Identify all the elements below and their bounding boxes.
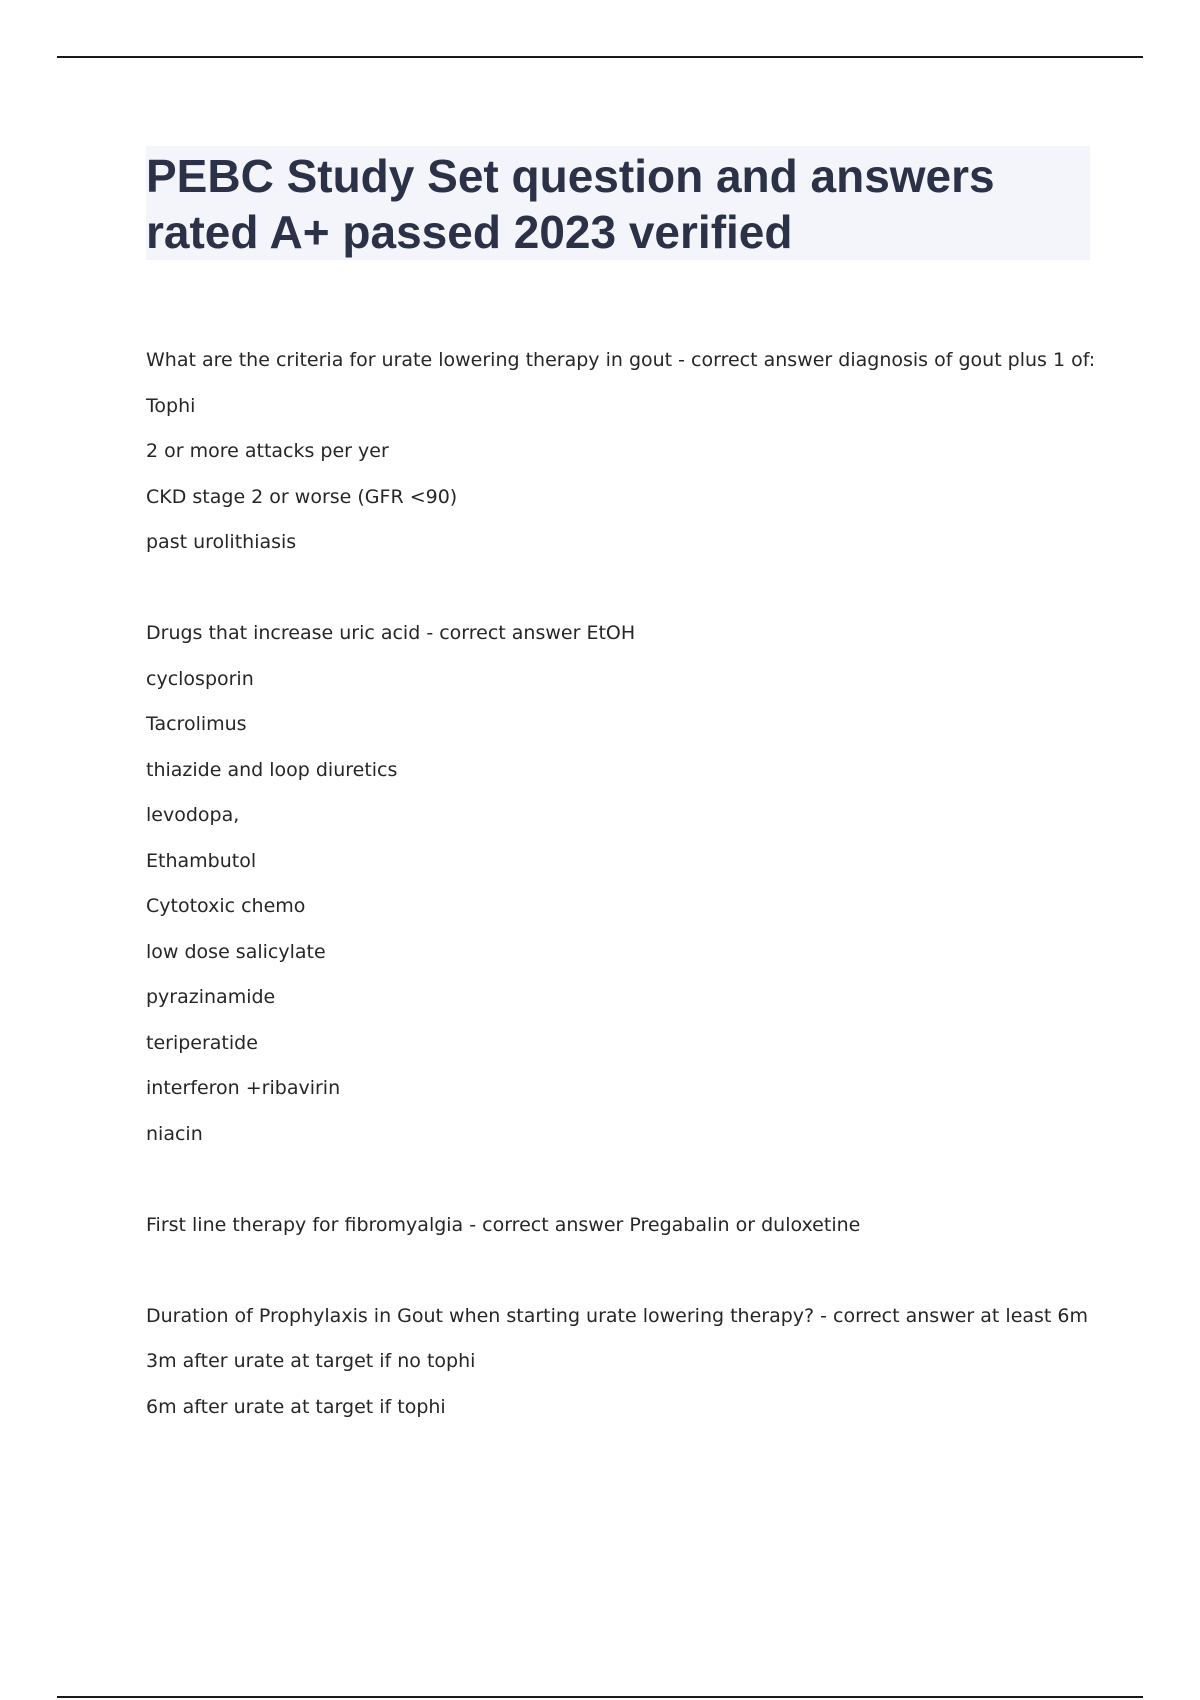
section-spacer bbox=[146, 1252, 1106, 1298]
answer-line: Ethambutol bbox=[146, 849, 257, 872]
answer-line: low dose salicylate bbox=[146, 940, 326, 963]
answer-line: niacin bbox=[146, 1122, 203, 1145]
answer-line: Tacrolimus bbox=[146, 713, 247, 735]
section-spacer bbox=[146, 570, 1106, 616]
footer-rule bbox=[57, 1696, 1143, 1698]
answer-line: 3m after urate at target if no tophi bbox=[146, 1350, 476, 1372]
question-line: Duration of Prophylaxis in Gout when starting urate lowering therapy? - correct answer at least 6m bbox=[146, 1304, 1089, 1327]
answer-line: pyrazinamide bbox=[146, 986, 276, 1008]
qa-group-fibromyalgia bbox=[146, 1207, 1106, 1253]
answer-line: cyclosporin bbox=[146, 667, 254, 690]
answer-line: levodopa, bbox=[146, 804, 240, 826]
document-body bbox=[146, 342, 1106, 1434]
qa-group-urate-criteria bbox=[146, 342, 1106, 570]
answer-line: interferon +ribavirin bbox=[146, 1077, 341, 1099]
qa-group-gout-prophylaxis bbox=[146, 1298, 1106, 1435]
title-line-1: PEBC Study Set question and answers bbox=[146, 150, 995, 202]
answer-line: Tophi bbox=[146, 394, 196, 417]
question-line: What are the criteria for urate lowering therapy in gout - correct answer diagnosis of gout plus 1 of: bbox=[146, 349, 1096, 371]
question-line: Drugs that increase uric acid - correct answer EtOH bbox=[146, 622, 636, 644]
header-rule bbox=[57, 56, 1143, 58]
question-line: First line therapy for fibromyalgia - correct answer Pregabalin or duloxetine bbox=[146, 1213, 861, 1236]
answer-line: 6m after urate at target if tophi bbox=[146, 1395, 446, 1418]
title-line-2: rated A+ passed 2023 verified bbox=[146, 206, 793, 258]
answer-line: thiazide and loop diuretics bbox=[146, 758, 398, 781]
section-spacer bbox=[146, 1161, 1106, 1207]
answer-line: teriperatide bbox=[146, 1031, 258, 1054]
qa-group-uric-acid-drugs bbox=[146, 615, 1106, 1161]
document-title bbox=[146, 146, 1090, 260]
answer-line: Cytotoxic chemo bbox=[146, 895, 306, 917]
answer-line: 2 or more attacks per yer bbox=[146, 440, 389, 462]
answer-line: CKD stage 2 or worse (GFR <90) bbox=[146, 485, 458, 508]
answer-line: past urolithiasis bbox=[146, 531, 297, 553]
